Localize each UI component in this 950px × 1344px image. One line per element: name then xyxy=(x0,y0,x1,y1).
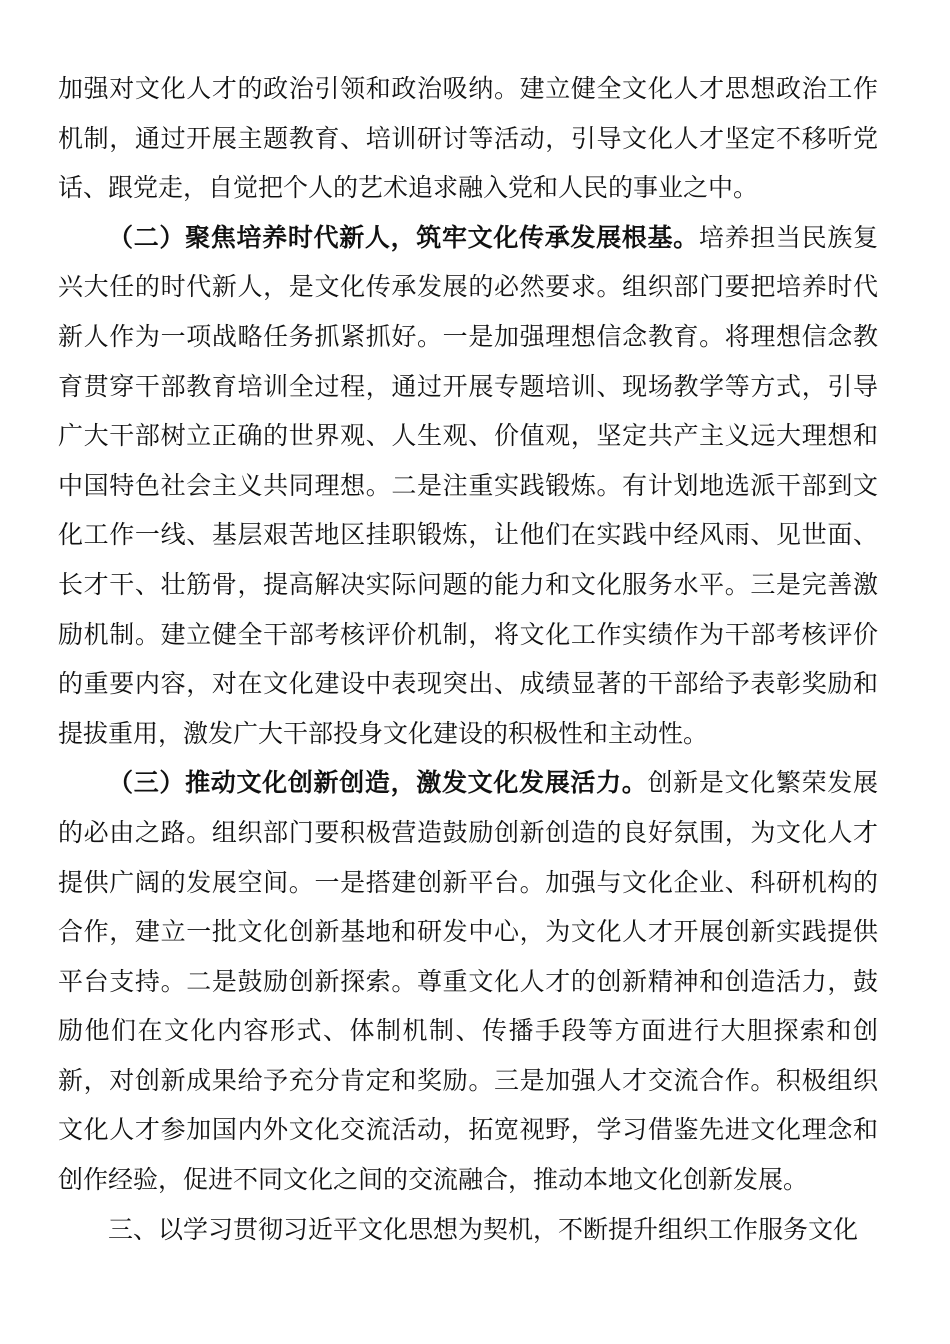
document-body xyxy=(58,64,878,1254)
section-2-body: 培养担当民族复兴大任的时代新人，是文化传承发展的必然要求。组织部门要把培养时代新人作为一项战略任务抓紧抓好。一是加强理想信念教育。将理想信念教育贯穿干部教育培训全过程，通过开展专题培训、现场教学等方式，引导广大干部树立正确的世界观、人生观、价值观，坚定共产主义远大理想和中国特色社会主义共同理想。二是注重实践锻炼。有计划地选派干部到文化工作一线、基层艰苦地区挂职锻炼，让他们在实践中经风雨、见世面、长才干、壮筋骨，提高解决实际问题的能力和文化服务水平。三是完善激励机制。建立健全干部考核评价机制，将文化工作实绩作为干部考核评价的重要内容，对在文化建设中表现突出、成绩显著的干部给予表彰奖励和提拔重用，激发广大干部投身文化建设的积极性和主动性。 xyxy=(58,222,878,748)
paragraph-continuation: 加强对文化人才的政治引领和政治吸纳。建立健全文化人才思想政治工作机制，通过开展主题教育、培训研讨等活动，引导文化人才坚定不移听党话、跟党走，自觉把个人的艺术追求融入党和人民的事业之中。 xyxy=(58,74,878,203)
section-2-heading: （二）聚焦培养时代新人，筑牢文化传承发展根基。 xyxy=(108,222,699,252)
section-2-paragraph xyxy=(58,213,878,759)
section-3-body: 创新是文化繁荣发展的必由之路。组织部门要积极营造鼓励创新创造的良好氛围，为文化人才提供广阔的发展空间。一是搭建创新平台。加强与文化企业、科研机构的合作，建立一批文化创新基地和研发中心，为文化人才开展创新实践提供平台支持。二是鼓励创新探索。尊重文化人才的创新精神和创造活力，鼓励他们在文化内容形式、体制机制、传播手段等方面进行大胆探索和创新，对创新成果给予充分肯定和奖励。三是加强人才交流合作。积极组织文化人才参加国内外文化交流活动，拓宽视野，学习借鉴先进文化理念和创作经验，促进不同文化之间的交流融合，推动本地文化创新发展。 xyxy=(58,768,878,1195)
section-3-heading: （三）推动文化创新创造，激发文化发展活力。 xyxy=(108,768,648,798)
section-3-paragraph xyxy=(58,758,878,1204)
part-3-heading: 三、以学习贯彻习近平文化思想为契机，不断提升组织工作服务文化 xyxy=(108,1214,859,1244)
